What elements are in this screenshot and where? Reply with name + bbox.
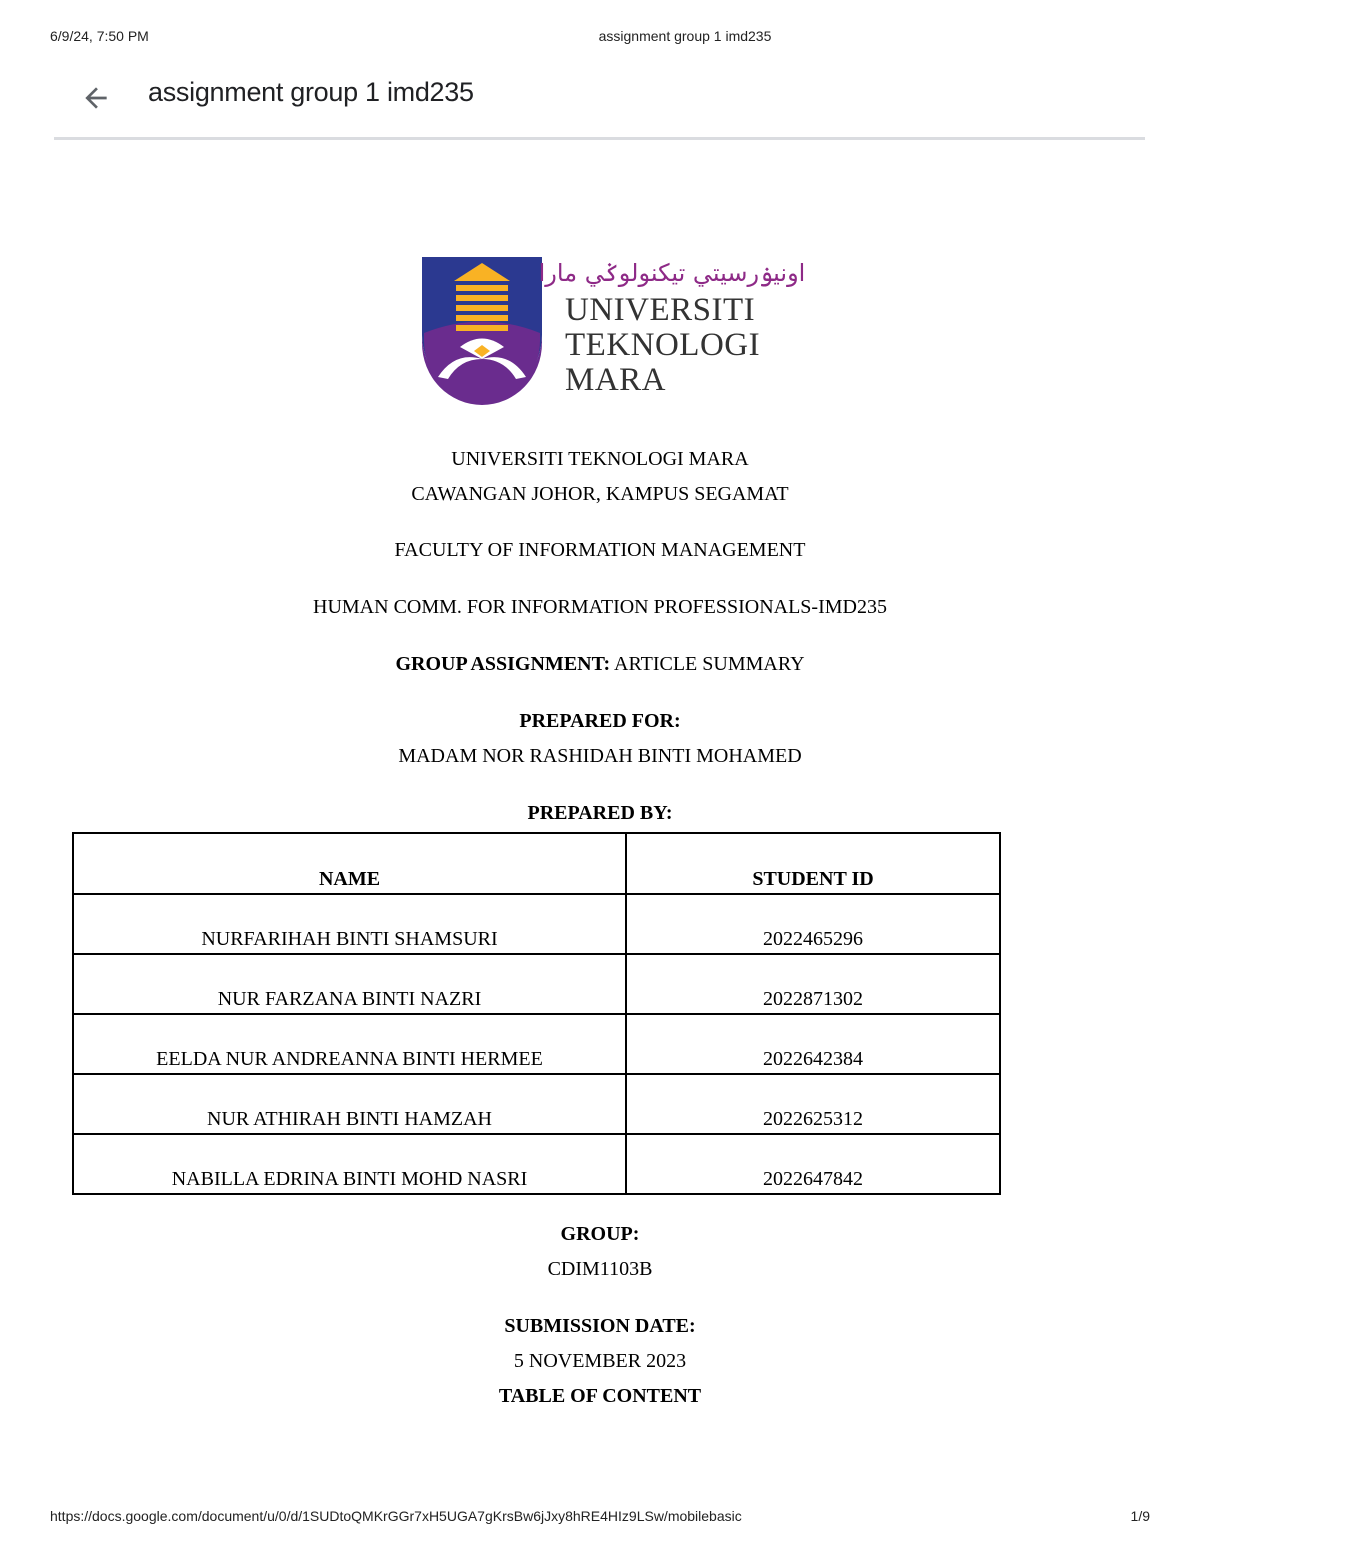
assignment-value: ARTICLE SUMMARY [614,653,805,675]
submission-date-label: SUBMISSION DATE: [504,1315,696,1337]
member-name: NABILLA EDRINA BINTI MOHD NASRI [73,1134,626,1194]
member-name: EELDA NUR ANDREANNA BINTI HERMEE [73,1014,626,1074]
logo-line-1: UNIVERSITI [565,292,756,328]
table-header-row [73,833,1000,894]
member-id: 2022642384 [626,1014,1000,1074]
document-title: assignment group 1 imd235 [148,77,474,107]
member-id: 2022871302 [626,954,1000,1014]
campus-name: CAWANGAN JOHOR, KAMPUS SEGAMAT [411,483,789,505]
print-datetime: 6/9/24, 7:50 PM [50,28,149,44]
uitm-emblem-icon [420,255,545,403]
university-name: UNIVERSITI TEKNOLOGI MARA [451,448,749,470]
uitm-logo [420,255,806,403]
assignment-line [0,653,1200,676]
table-row [73,1074,1000,1134]
header-name: NAME [73,833,626,894]
member-name: NUR FARZANA BINTI NAZRI [73,954,626,1014]
print-doc-title: assignment group 1 imd235 [598,28,772,44]
group-value: CDIM1103B [547,1258,653,1280]
prepared-by-label: PREPARED BY: [527,802,673,824]
group-label: GROUP: [560,1223,640,1245]
logo-wordmark [565,293,760,398]
logo-line-3: MARA [565,362,667,398]
prepared-for-value: MADAM NOR RASHIDAH BINTI MOHAMED [398,745,802,767]
course-name: HUMAN COMM. FOR INFORMATION PROFESSIONALS-IMD235 [313,596,887,618]
jawi-text: اونيۏرسيتي تيكنولوݢي مارا [538,259,806,287]
member-name: NURFARIHAH BINTI SHAMSURI [73,894,626,954]
prepared-for-label: PREPARED FOR: [519,710,681,732]
submission-date-value: 5 NOVEMBER 2023 [513,1350,687,1372]
top-bar [54,75,1145,140]
table-row [73,1134,1000,1194]
print-url: https://docs.google.com/document/u/0/d/1SUDtoQMKrGGr7xH5UGA7gKrsBw6jJxy8hRE4HIz9LSw/mobilebasic [50,1508,742,1524]
table-row [73,894,1000,954]
table-row [73,954,1000,1014]
member-name: NUR ATHIRAH BINTI HAMZAH [73,1074,626,1134]
back-arrow-icon[interactable] [80,82,112,114]
logo-line-2: TEKNOLOGI [565,327,761,363]
page-number: 1/9 [1130,1508,1150,1524]
assignment-label: GROUP ASSIGNMENT: [395,653,611,675]
member-id: 2022465296 [626,894,1000,954]
member-id: 2022625312 [626,1074,1000,1134]
table-row [73,1014,1000,1074]
header-student-id: STUDENT ID [626,833,1000,894]
jawi-script-icon [538,255,806,289]
member-id: 2022647842 [626,1134,1000,1194]
members-table [72,832,1001,1195]
faculty-name: FACULTY OF INFORMATION MANAGEMENT [394,539,806,561]
table-of-content-heading: TABLE OF CONTENT [498,1385,702,1407]
